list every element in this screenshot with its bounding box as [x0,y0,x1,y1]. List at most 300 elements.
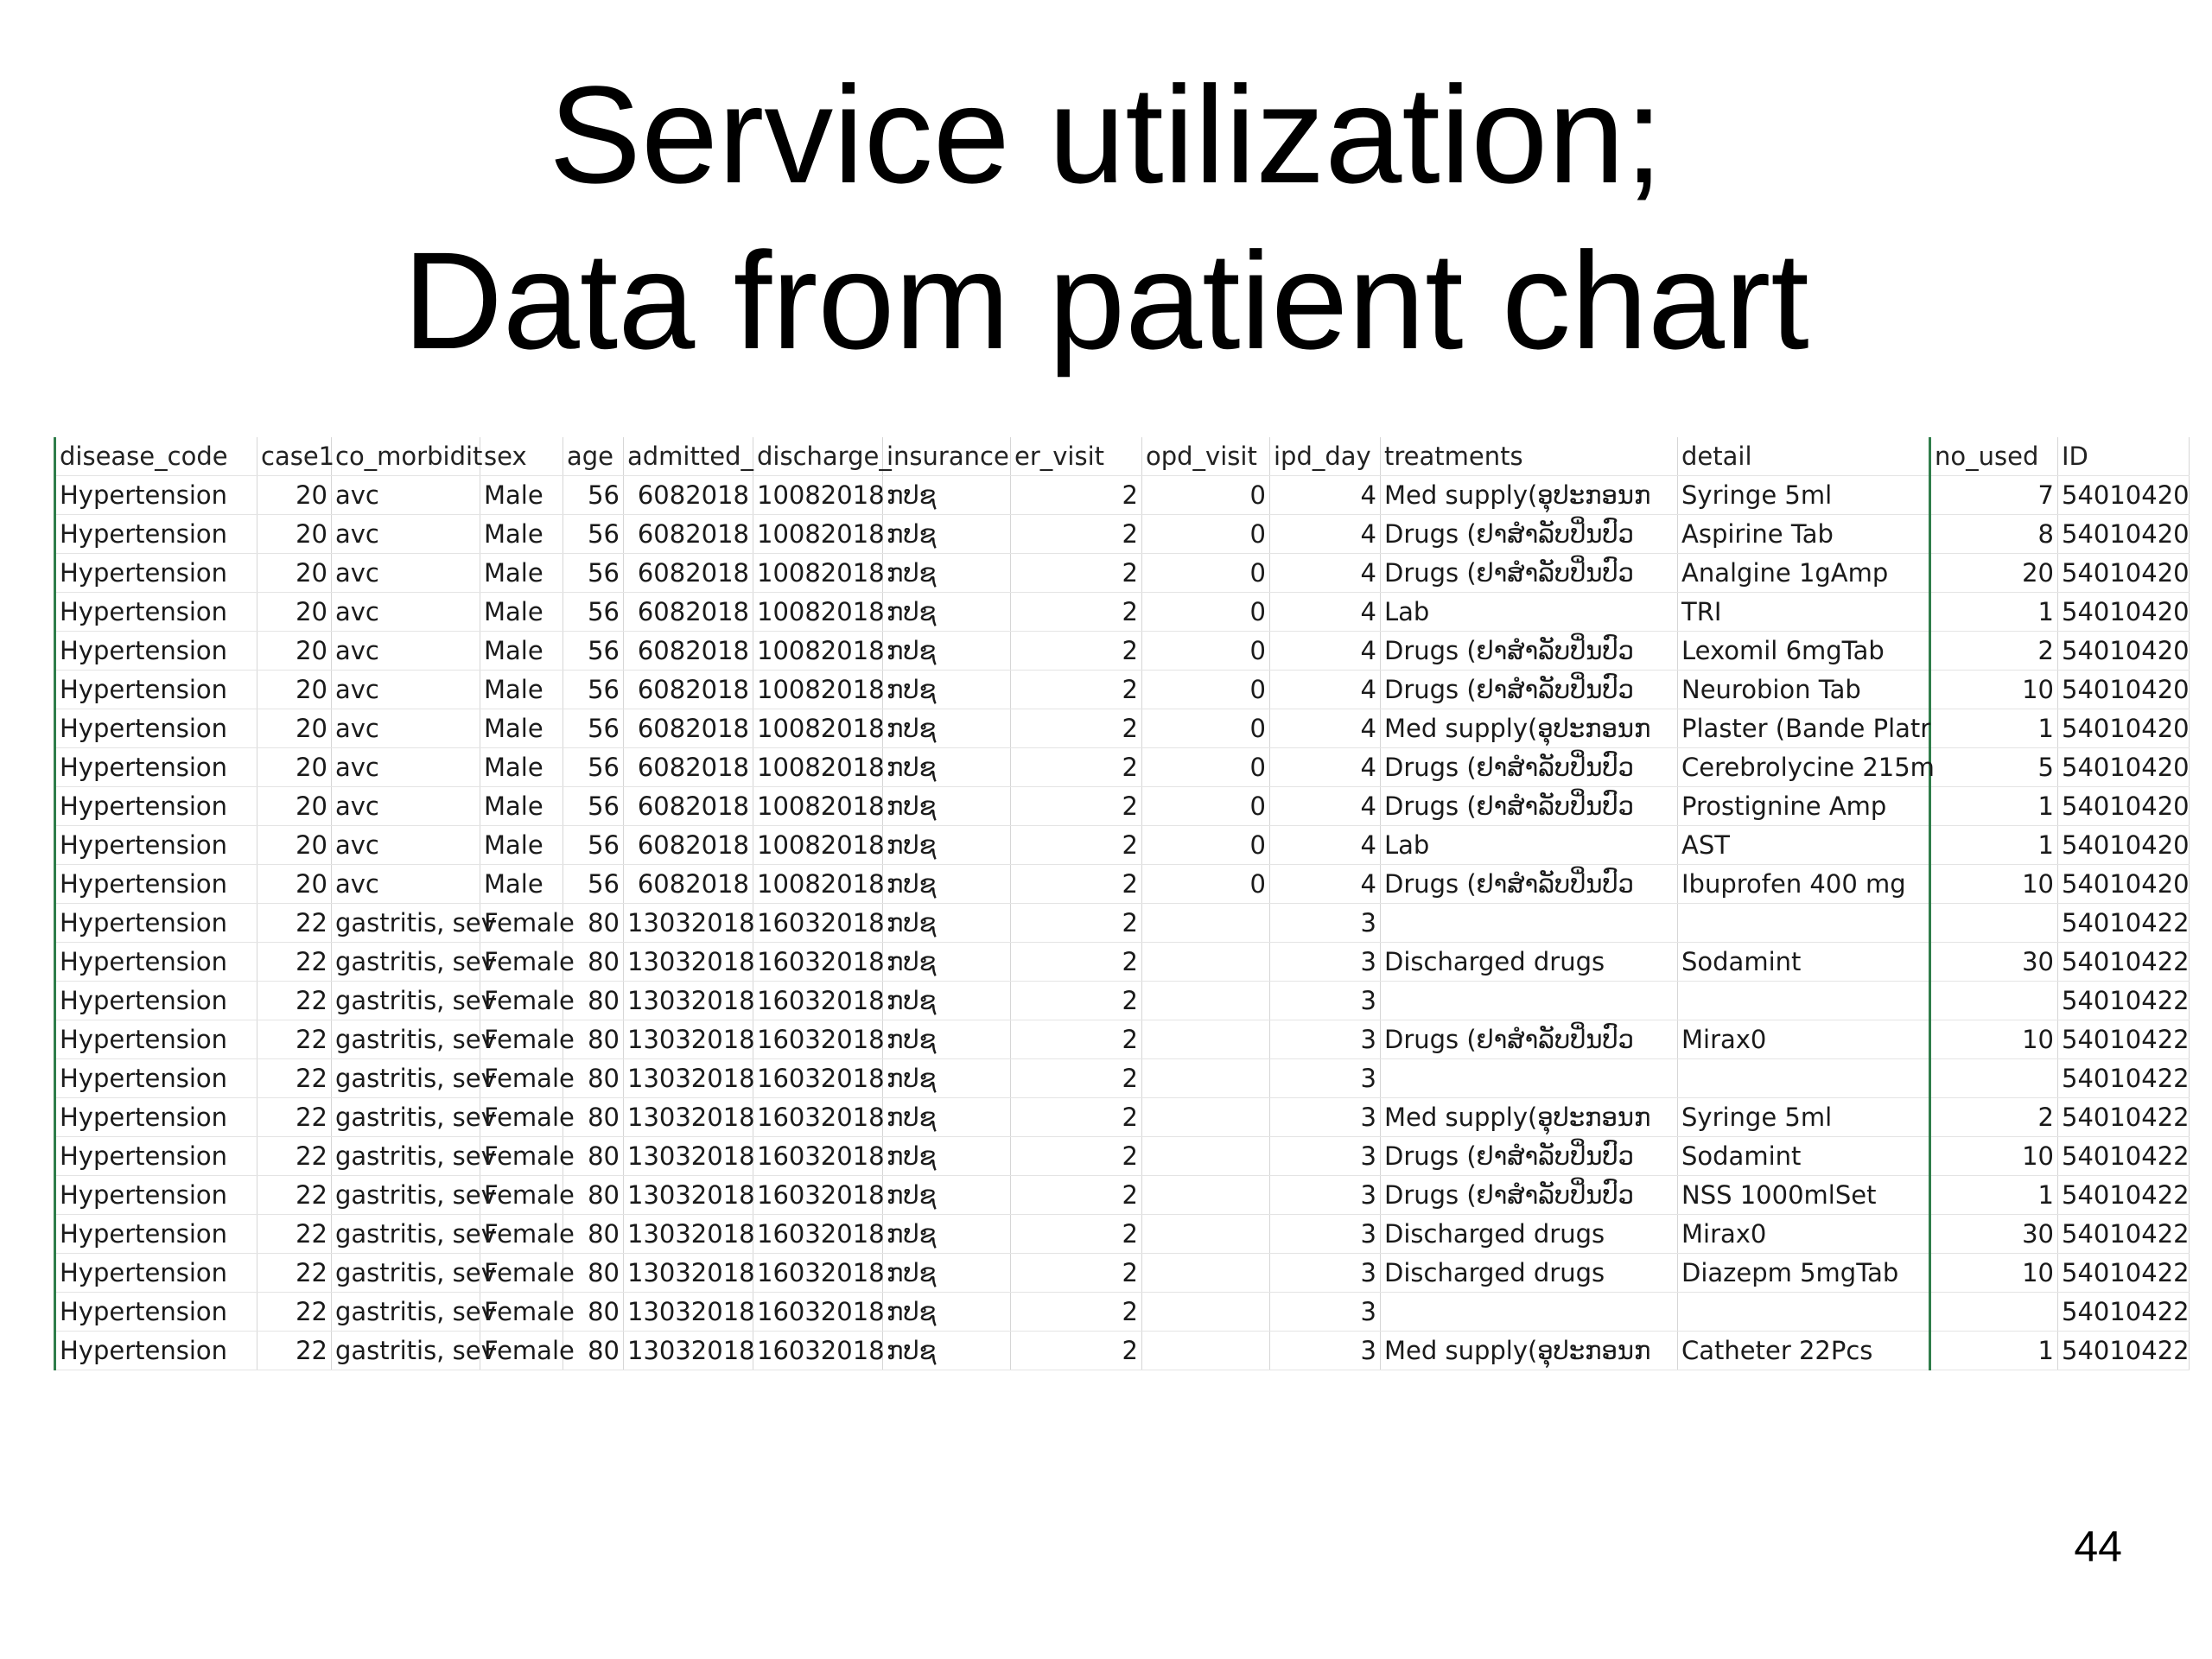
cell-ipd-day: 3 [1270,1020,1381,1059]
cell-insurance: ກປຊ [883,1020,1011,1059]
cell-sex: Female [480,1332,563,1370]
cell-no-used: 1 [1930,709,2058,748]
cell-ipd-day: 3 [1270,1176,1381,1215]
cell-detail: AST [1678,826,1930,865]
cell-age: 56 [563,671,624,709]
cell-sex: Female [480,943,563,982]
table-row [55,709,2190,748]
cell-sex: Female [480,1137,563,1176]
cell-ipd-day: 4 [1270,865,1381,904]
cell-co-morbidity: gastritis, sev [332,1098,480,1137]
cell-no-used [1930,904,2058,943]
cell-er-visit: 2 [1011,1254,1142,1293]
cell-insurance: ກປຊ [883,632,1011,671]
cell-opd-visit [1142,1137,1270,1176]
cell-no-used: 8 [1930,515,2058,554]
cell-co-morbidity: gastritis, sev [332,1059,480,1098]
cell-admitted: 6082018 [624,865,753,904]
cell-treatments: Drugs (ຢາສຳລັບປິ່ນປົວ [1381,865,1678,904]
cell-case1: 22 [257,1098,332,1137]
cell-ipd-day: 3 [1270,1098,1381,1137]
cell-discharge: 10082018 [753,709,883,748]
cell-ipd-day: 3 [1270,1137,1381,1176]
cell-disease-code: Hypertension [55,1254,257,1293]
cell-insurance: ກປຊ [883,1254,1011,1293]
slide-title-line-1: Service utilization; [549,57,1663,212]
cell-case1: 20 [257,826,332,865]
cell-detail [1678,982,1930,1020]
cell-insurance: ກປຊ [883,1137,1011,1176]
cell-detail: Plaster (Bande Platr [1678,709,1930,748]
cell-discharge: 10082018 [753,671,883,709]
cell-treatments: Lab [1381,826,1678,865]
cell-admitted: 6082018 [624,826,753,865]
cell-opd-visit [1142,982,1270,1020]
cell-opd-visit [1142,1098,1270,1137]
cell-sex: Male [480,671,563,709]
cell-disease-code: Hypertension [55,826,257,865]
cell-ipd-day: 4 [1270,632,1381,671]
table-row [55,515,2190,554]
slide-title-line-2: Data from patient chart [403,223,1809,378]
cell-case1: 20 [257,632,332,671]
cell-ipd-day: 4 [1270,515,1381,554]
cell-treatments: Drugs (ຢາສຳລັບປິ່ນປົວ [1381,1020,1678,1059]
cell-no-used: 1 [1930,826,2058,865]
column-header-id: ID [2058,437,2190,476]
cell-discharge: 16032018 [753,1137,883,1176]
cell-co-morbidity: avc [332,593,480,632]
cell-age: 80 [563,1059,624,1098]
cell-case1: 22 [257,1254,332,1293]
cell-opd-visit: 0 [1142,476,1270,515]
cell-treatments: Med supply(ອຸປະກອນກ [1381,1098,1678,1137]
cell-detail: TRI [1678,593,1930,632]
cell-sex: Female [480,904,563,943]
table-row [55,982,2190,1020]
cell-case1: 22 [257,1215,332,1254]
cell-age: 80 [563,1332,624,1370]
cell-er-visit: 2 [1011,943,1142,982]
cell-sex: Female [480,1020,563,1059]
cell-admitted: 6082018 [624,476,753,515]
cell-opd-visit [1142,943,1270,982]
cell-co-morbidity: avc [332,748,480,787]
cell-case1: 22 [257,982,332,1020]
cell-er-visit: 2 [1011,1020,1142,1059]
cell-opd-visit: 0 [1142,515,1270,554]
cell-ipd-day: 4 [1270,748,1381,787]
cell-id: 54010422 [2058,1098,2190,1137]
cell-no-used: 10 [1930,865,2058,904]
cell-id: 54010422 [2058,1332,2190,1370]
cell-age: 80 [563,904,624,943]
cell-opd-visit [1142,1176,1270,1215]
cell-co-morbidity: gastritis, sev [332,904,480,943]
header-row [55,437,2190,476]
cell-disease-code: Hypertension [55,1215,257,1254]
cell-treatments: Drugs (ຢາສຳລັບປິ່ນປົວ [1381,632,1678,671]
cell-ipd-day: 3 [1270,1293,1381,1332]
cell-sex: Female [480,1254,563,1293]
cell-detail: Aspirine Tab [1678,515,1930,554]
table-row [55,632,2190,671]
cell-no-used: 20 [1930,554,2058,593]
patient-data-table [54,437,2190,1370]
cell-no-used: 5 [1930,748,2058,787]
column-header-sex: sex [480,437,563,476]
table-row [55,593,2190,632]
cell-admitted: 6082018 [624,554,753,593]
cell-treatments: Discharged drugs [1381,1254,1678,1293]
table-row [55,943,2190,982]
cell-ipd-day: 4 [1270,671,1381,709]
cell-detail: Syringe 5ml [1678,476,1930,515]
cell-sex: Female [480,1098,563,1137]
cell-admitted: 13032018 [624,1215,753,1254]
cell-detail: Neurobion Tab [1678,671,1930,709]
table-row [55,1098,2190,1137]
column-header-case1: case1 [257,437,332,476]
cell-case1: 20 [257,671,332,709]
cell-co-morbidity: gastritis, sev [332,1176,480,1215]
cell-admitted: 13032018 [624,1293,753,1332]
column-header-age: age [563,437,624,476]
cell-discharge: 16032018 [753,1332,883,1370]
cell-age: 56 [563,593,624,632]
cell-discharge: 10082018 [753,476,883,515]
cell-discharge: 16032018 [753,904,883,943]
cell-sex: Male [480,554,563,593]
cell-sex: Male [480,476,563,515]
cell-detail: Syringe 5ml [1678,1098,1930,1137]
cell-insurance: ກປຊ [883,671,1011,709]
cell-insurance: ກປຊ [883,593,1011,632]
cell-no-used: 10 [1930,1020,2058,1059]
cell-no-used: 10 [1930,1254,2058,1293]
column-header-detail: detail [1678,437,1930,476]
cell-er-visit: 2 [1011,515,1142,554]
cell-case1: 22 [257,1176,332,1215]
cell-disease-code: Hypertension [55,476,257,515]
cell-ipd-day: 3 [1270,982,1381,1020]
cell-co-morbidity: gastritis, sev [332,1254,480,1293]
cell-opd-visit: 0 [1142,632,1270,671]
table-row [55,1020,2190,1059]
cell-admitted: 6082018 [624,632,753,671]
cell-er-visit: 2 [1011,1332,1142,1370]
cell-opd-visit: 0 [1142,748,1270,787]
cell-er-visit: 2 [1011,671,1142,709]
cell-co-morbidity: avc [332,476,480,515]
cell-opd-visit [1142,904,1270,943]
cell-insurance: ກປຊ [883,476,1011,515]
cell-sex: Female [480,982,563,1020]
cell-admitted: 13032018 [624,1332,753,1370]
cell-disease-code: Hypertension [55,709,257,748]
cell-ipd-day: 4 [1270,476,1381,515]
cell-case1: 20 [257,748,332,787]
cell-opd-visit [1142,1059,1270,1098]
cell-treatments [1381,1059,1678,1098]
cell-insurance: ກປຊ [883,515,1011,554]
cell-ipd-day: 3 [1270,1254,1381,1293]
cell-er-visit: 2 [1011,1293,1142,1332]
cell-insurance: ກປຊ [883,982,1011,1020]
cell-disease-code: Hypertension [55,1020,257,1059]
cell-insurance: ກປຊ [883,1215,1011,1254]
cell-admitted: 13032018 [624,1137,753,1176]
cell-age: 56 [563,826,624,865]
cell-case1: 20 [257,787,332,826]
cell-case1: 22 [257,1059,332,1098]
cell-opd-visit [1142,1215,1270,1254]
cell-detail: Diazepm 5mgTab [1678,1254,1930,1293]
cell-disease-code: Hypertension [55,632,257,671]
cell-treatments: Drugs (ຢາສຳລັບປິ່ນປົວ [1381,515,1678,554]
cell-no-used: 1 [1930,593,2058,632]
cell-admitted: 13032018 [624,1254,753,1293]
cell-co-morbidity: avc [332,671,480,709]
cell-ipd-day: 4 [1270,709,1381,748]
cell-case1: 20 [257,476,332,515]
table-row [55,1137,2190,1176]
cell-er-visit: 2 [1011,787,1142,826]
table-row [55,476,2190,515]
cell-sex: Male [480,632,563,671]
cell-discharge: 10082018 [753,632,883,671]
cell-no-used: 10 [1930,671,2058,709]
cell-treatments: Drugs (ຢາສຳລັບປິ່ນປົວ [1381,748,1678,787]
table-row [55,1293,2190,1332]
cell-no-used [1930,1293,2058,1332]
cell-treatments: Med supply(ອຸປະກອນກ [1381,1332,1678,1370]
cell-opd-visit [1142,1332,1270,1370]
cell-age: 56 [563,748,624,787]
slide-title [0,52,2212,384]
cell-ipd-day: 3 [1270,943,1381,982]
cell-opd-visit: 0 [1142,593,1270,632]
column-header-disease-code: disease_code [55,437,257,476]
cell-treatments: Drugs (ຢາສຳລັບປິ່ນປົວ [1381,554,1678,593]
cell-co-morbidity: gastritis, sev [332,1215,480,1254]
cell-sex: Male [480,748,563,787]
cell-no-used: 1 [1930,1332,2058,1370]
cell-admitted: 6082018 [624,593,753,632]
cell-id: 54010422 [2058,1059,2190,1098]
column-header-opd-visit: opd_visit [1142,437,1270,476]
cell-opd-visit [1142,1293,1270,1332]
cell-discharge: 16032018 [753,1020,883,1059]
column-header-admitted: admitted_ [624,437,753,476]
cell-id: 54010420 [2058,709,2190,748]
cell-id: 54010420 [2058,554,2190,593]
cell-age: 56 [563,632,624,671]
cell-er-visit: 2 [1011,1098,1142,1137]
cell-no-used: 30 [1930,943,2058,982]
cell-disease-code: Hypertension [55,1293,257,1332]
cell-opd-visit: 0 [1142,554,1270,593]
cell-treatments: Drugs (ຢາສຳລັບປິ່ນປົວ [1381,671,1678,709]
cell-age: 56 [563,515,624,554]
cell-treatments: Discharged drugs [1381,943,1678,982]
cell-insurance: ກປຊ [883,554,1011,593]
table-body [55,476,2190,1370]
cell-insurance: ກປຊ [883,1059,1011,1098]
cell-discharge: 16032018 [753,1176,883,1215]
cell-no-used [1930,982,2058,1020]
cell-insurance: ກປຊ [883,787,1011,826]
cell-discharge: 16032018 [753,1059,883,1098]
cell-id: 54010422 [2058,1137,2190,1176]
cell-discharge: 10082018 [753,554,883,593]
cell-ipd-day: 4 [1270,826,1381,865]
cell-discharge: 10082018 [753,748,883,787]
cell-insurance: ກປຊ [883,1176,1011,1215]
cell-ipd-day: 3 [1270,904,1381,943]
cell-detail: Catheter 22Pcs [1678,1332,1930,1370]
cell-sex: Female [480,1215,563,1254]
cell-er-visit: 2 [1011,748,1142,787]
cell-ipd-day: 4 [1270,593,1381,632]
cell-admitted: 13032018 [624,1176,753,1215]
cell-no-used: 7 [1930,476,2058,515]
table-row [55,865,2190,904]
cell-id: 54010420 [2058,593,2190,632]
cell-co-morbidity: gastritis, sev [332,1020,480,1059]
cell-treatments: Lab [1381,593,1678,632]
cell-co-morbidity: gastritis, sev [332,1137,480,1176]
cell-case1: 22 [257,1293,332,1332]
cell-disease-code: Hypertension [55,1059,257,1098]
table-row [55,748,2190,787]
cell-ipd-day: 3 [1270,1332,1381,1370]
cell-detail: Sodamint [1678,943,1930,982]
cell-co-morbidity: avc [332,826,480,865]
cell-id: 54010420 [2058,671,2190,709]
cell-ipd-day: 3 [1270,1059,1381,1098]
cell-disease-code: Hypertension [55,593,257,632]
cell-case1: 20 [257,593,332,632]
cell-case1: 22 [257,1020,332,1059]
cell-insurance: ກປຊ [883,748,1011,787]
cell-admitted: 6082018 [624,787,753,826]
cell-detail: Mirax0 [1678,1215,1930,1254]
cell-detail: Ibuprofen 400 mg [1678,865,1930,904]
cell-sex: Male [480,593,563,632]
cell-opd-visit: 0 [1142,865,1270,904]
table-row [55,1332,2190,1370]
cell-opd-visit: 0 [1142,787,1270,826]
cell-treatments: Med supply(ອຸປະກອນກ [1381,476,1678,515]
cell-id: 54010420 [2058,748,2190,787]
cell-er-visit: 2 [1011,1176,1142,1215]
cell-insurance: ກປຊ [883,904,1011,943]
cell-case1: 22 [257,1137,332,1176]
cell-disease-code: Hypertension [55,515,257,554]
cell-opd-visit: 0 [1142,826,1270,865]
cell-age: 56 [563,709,624,748]
cell-age: 56 [563,787,624,826]
cell-er-visit: 2 [1011,593,1142,632]
cell-sex: Female [480,1176,563,1215]
cell-discharge: 10082018 [753,593,883,632]
cell-no-used: 10 [1930,1137,2058,1176]
cell-id: 54010422 [2058,1176,2190,1215]
cell-discharge: 16032018 [753,982,883,1020]
cell-admitted: 13032018 [624,1020,753,1059]
cell-age: 80 [563,1098,624,1137]
cell-treatments [1381,982,1678,1020]
cell-no-used: 1 [1930,1176,2058,1215]
column-header-ipd-day: ipd_day [1270,437,1381,476]
column-header-discharge: discharge_ [753,437,883,476]
cell-case1: 20 [257,515,332,554]
cell-co-morbidity: avc [332,787,480,826]
cell-disease-code: Hypertension [55,787,257,826]
cell-no-used: 2 [1930,1098,2058,1137]
column-header-er-visit: er_visit [1011,437,1142,476]
cell-treatments: Med supply(ອຸປະກອນກ [1381,709,1678,748]
cell-opd-visit: 0 [1142,709,1270,748]
cell-age: 80 [563,1254,624,1293]
cell-detail: NSS 1000mlSet [1678,1176,1930,1215]
cell-opd-visit [1142,1254,1270,1293]
cell-id: 54010422 [2058,982,2190,1020]
cell-case1: 22 [257,943,332,982]
table-row [55,826,2190,865]
cell-age: 80 [563,1137,624,1176]
cell-disease-code: Hypertension [55,748,257,787]
cell-no-used: 2 [1930,632,2058,671]
cell-case1: 22 [257,1332,332,1370]
table-row [55,904,2190,943]
cell-id: 54010420 [2058,632,2190,671]
cell-age: 80 [563,1020,624,1059]
cell-sex: Male [480,826,563,865]
cell-admitted: 6082018 [624,671,753,709]
cell-id: 54010422 [2058,1020,2190,1059]
cell-detail: Mirax0 [1678,1020,1930,1059]
cell-co-morbidity: avc [332,865,480,904]
cell-id: 54010420 [2058,476,2190,515]
cell-er-visit: 2 [1011,1215,1142,1254]
cell-sex: Male [480,865,563,904]
cell-discharge: 10082018 [753,787,883,826]
cell-disease-code: Hypertension [55,982,257,1020]
cell-sex: Male [480,515,563,554]
cell-er-visit: 2 [1011,1059,1142,1098]
cell-id: 54010420 [2058,865,2190,904]
cell-admitted: 13032018 [624,904,753,943]
cell-ipd-day: 3 [1270,1215,1381,1254]
cell-admitted: 6082018 [624,709,753,748]
cell-detail: Cerebrolycine 215m [1678,748,1930,787]
column-header-co-morbidity: co_morbidit [332,437,480,476]
column-header-insurance: insurance [883,437,1011,476]
cell-er-visit: 2 [1011,904,1142,943]
cell-detail [1678,1293,1930,1332]
cell-admitted: 6082018 [624,515,753,554]
cell-age: 80 [563,943,624,982]
cell-admitted: 13032018 [624,943,753,982]
cell-detail: Prostignine Amp [1678,787,1930,826]
cell-admitted: 13032018 [624,1059,753,1098]
cell-no-used: 1 [1930,787,2058,826]
cell-discharge: 16032018 [753,1098,883,1137]
cell-er-visit: 2 [1011,632,1142,671]
spreadsheet-excerpt [54,437,2188,1370]
